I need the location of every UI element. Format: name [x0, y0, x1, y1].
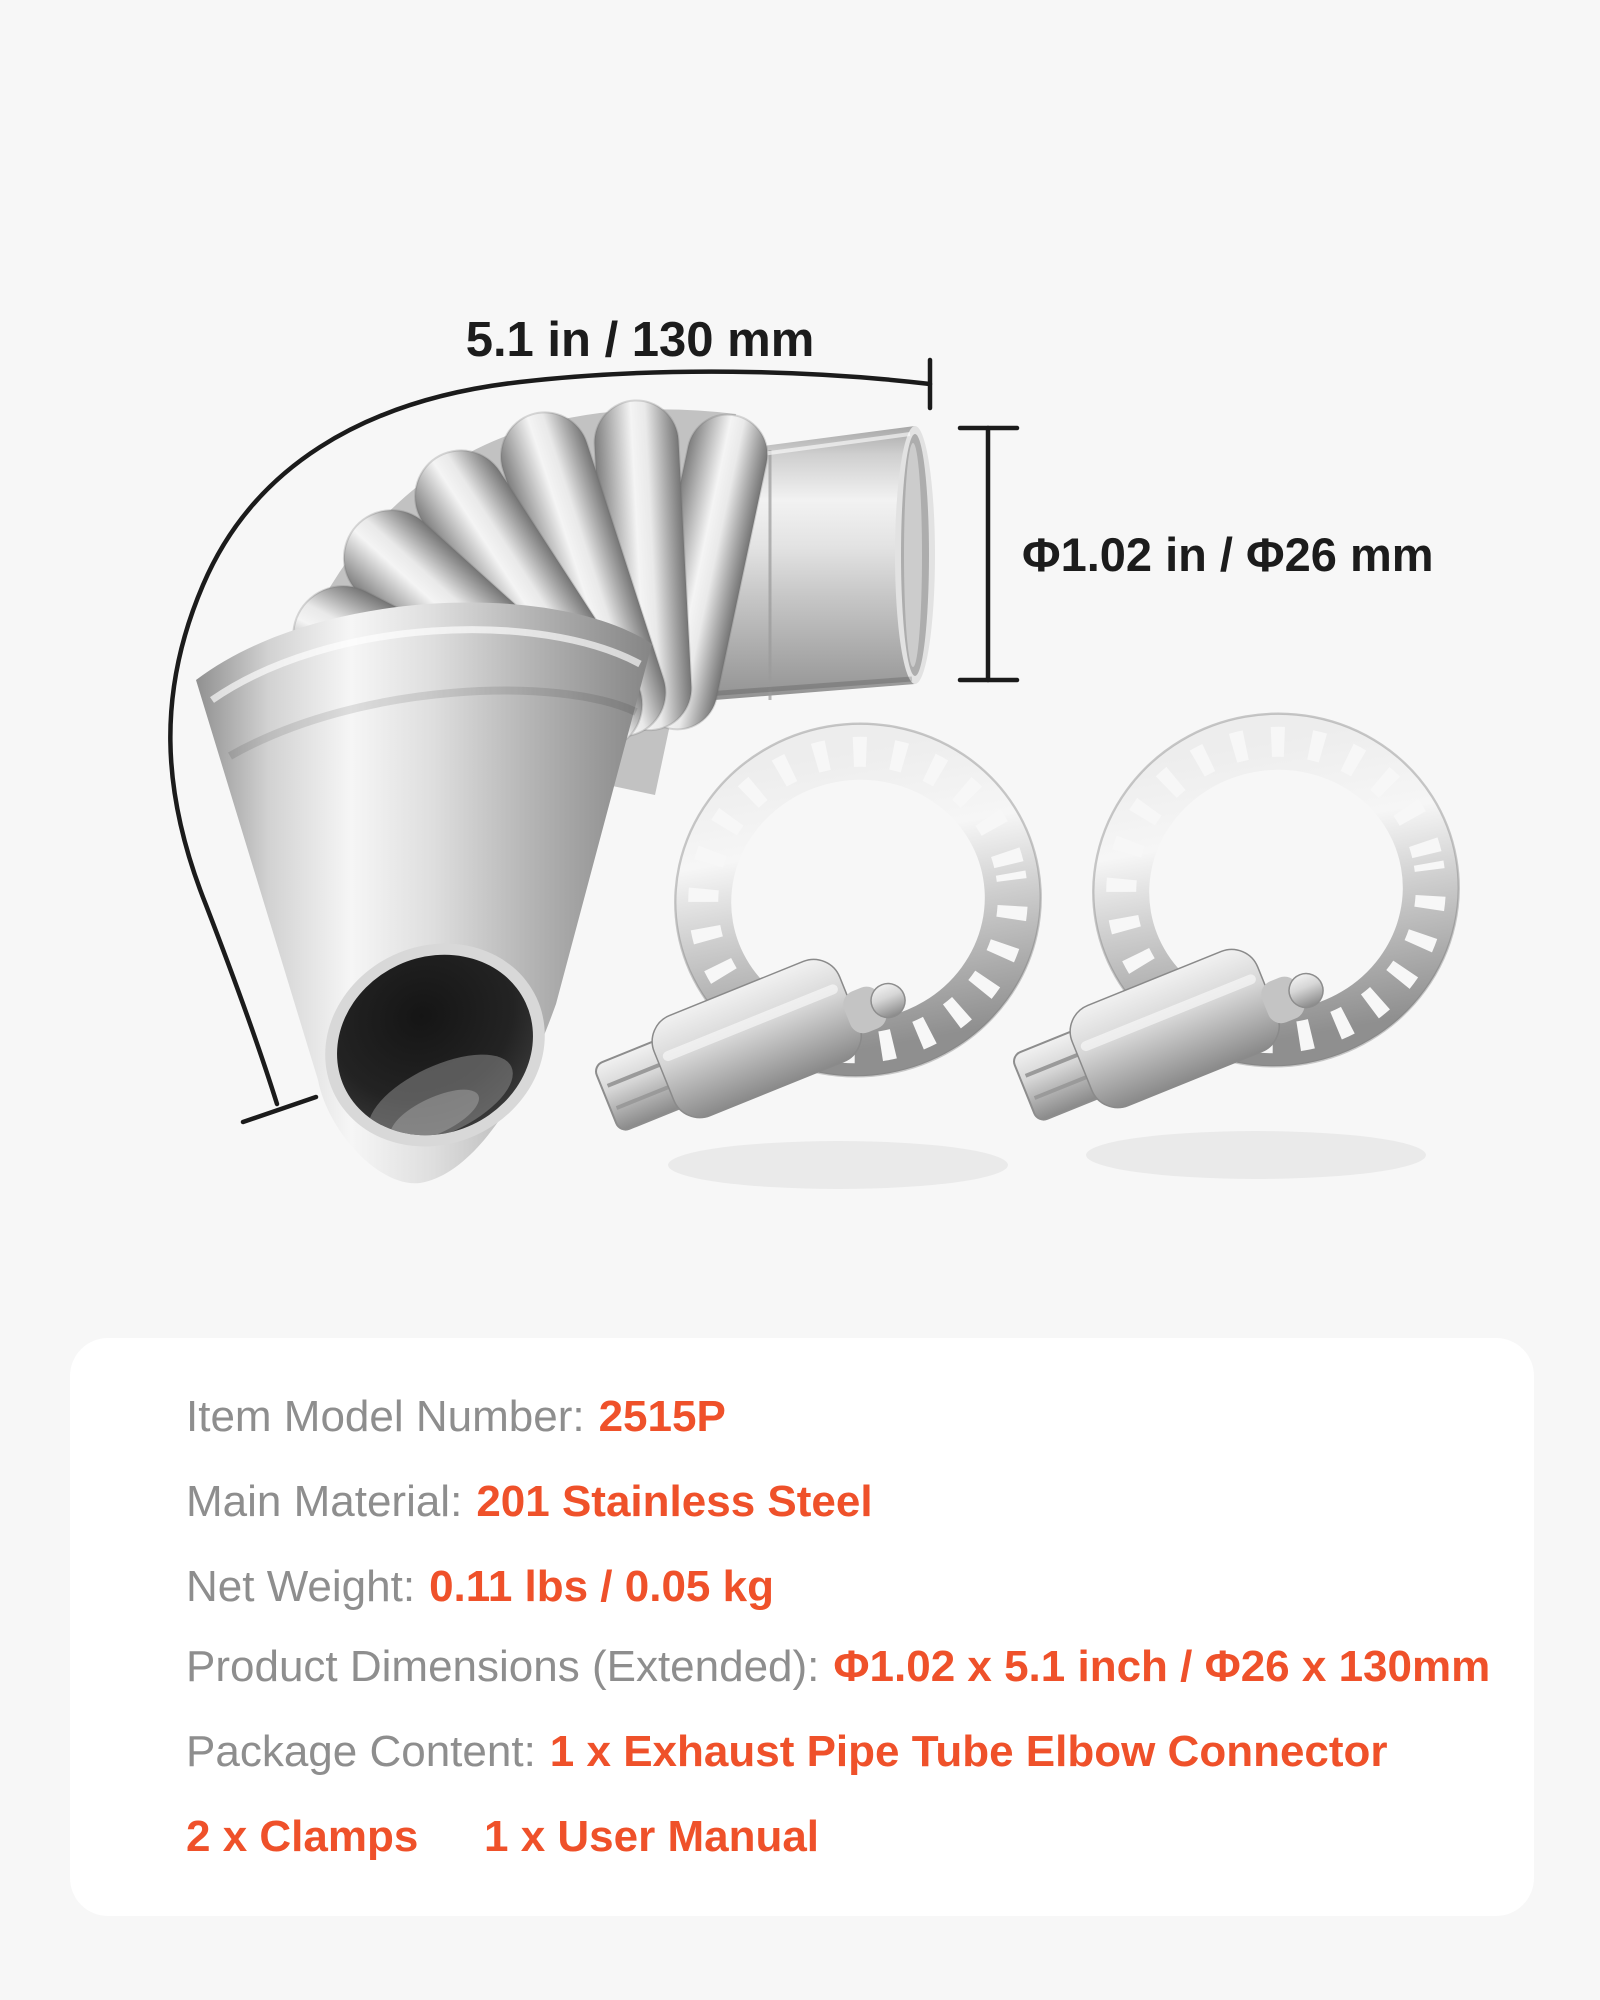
length-dimension-label: 5.1 in / 130 mm: [465, 313, 815, 367]
spec-row-weight: [186, 1561, 774, 1613]
spec-row-dimensions: [186, 1641, 1490, 1693]
package-item-clamps: 2 x Clamps: [186, 1812, 419, 1861]
spec-row-package-content: [186, 1726, 1388, 1778]
spec-label: Package Content:: [186, 1727, 536, 1776]
spec-value: 1 x Exhaust Pipe Tube Elbow Connector: [549, 1727, 1388, 1776]
spec-card: [70, 1338, 1534, 1916]
spec-label: Product Dimensions (Extended):: [186, 1642, 820, 1691]
spec-value: 0.11 lbs / 0.05 kg: [429, 1562, 774, 1611]
spec-row-material: [186, 1476, 873, 1528]
spec-label: Main Material:: [186, 1477, 463, 1526]
diameter-dimension-label: Φ1.02 in / Φ26 mm: [1022, 528, 1434, 581]
spec-row-model-number: [186, 1391, 726, 1443]
diameter-dimension-line: [960, 428, 1017, 680]
spec-label: Item Model Number:: [186, 1392, 585, 1441]
spec-value: 2515P: [598, 1392, 726, 1441]
hose-clamp: [1004, 685, 1486, 1179]
package-item-user-manual: 1 x User Manual: [484, 1812, 820, 1861]
spec-row-package-items: [186, 1811, 1494, 1863]
spec-label: Net Weight:: [186, 1562, 416, 1611]
pipe-outlet-section: [196, 603, 652, 1184]
spec-value: Φ1.02 x 5.1 inch / Φ26 x 130mm: [833, 1642, 1491, 1691]
spec-value: 201 Stainless Steel: [476, 1477, 873, 1526]
